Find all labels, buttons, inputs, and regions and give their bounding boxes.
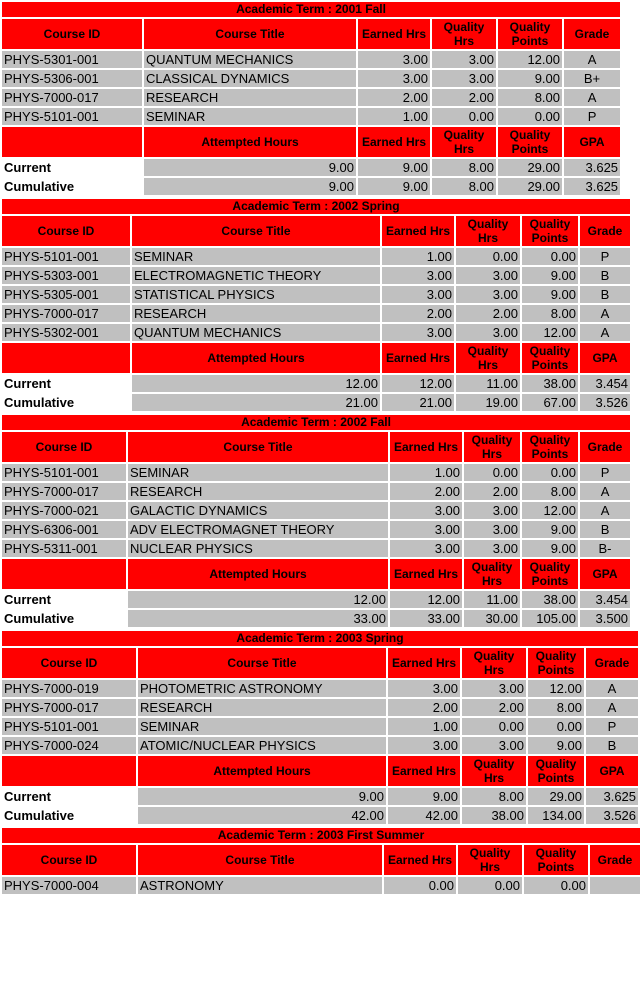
grade: A (586, 699, 638, 716)
cumulative-row (2, 394, 630, 411)
course-id: PHYS-5101-001 (2, 464, 126, 481)
term-title-row (2, 631, 638, 646)
cumulative-row (2, 178, 620, 195)
header-course-title: Course Title (132, 216, 380, 246)
earned-hrs: 9.00 (388, 788, 460, 805)
course-row (2, 267, 630, 284)
course-header-row (2, 845, 640, 875)
earned-hrs: 3.00 (390, 521, 462, 538)
quality-hrs: 3.00 (432, 70, 496, 87)
quality-hrs: 3.00 (464, 502, 520, 519)
quality-points: 67.00 (522, 394, 578, 411)
term-title-row (2, 199, 630, 214)
header-earned-hrs: Earned Hrs (358, 127, 430, 157)
course-id: PHYS-7000-024 (2, 737, 136, 754)
header-quality-hrs: Quality Hrs (464, 559, 520, 589)
term-title: Academic Term : 2002 Spring (2, 199, 630, 214)
course-title: RESEARCH (132, 305, 380, 322)
current-label: Current (2, 375, 130, 392)
header-course-id: Course ID (2, 432, 126, 462)
earned-hrs: 1.00 (390, 464, 462, 481)
quality-hrs: 0.00 (456, 248, 520, 265)
quality-points: 12.00 (498, 51, 562, 68)
course-row (2, 89, 620, 106)
grade: A (580, 305, 630, 322)
header-gpa: GPA (580, 343, 630, 373)
earned-hrs: 3.00 (382, 286, 454, 303)
course-row (2, 718, 638, 735)
quality-points: 9.00 (522, 521, 578, 538)
term-title: Academic Term : 2002 Fall (2, 415, 630, 430)
quality-hrs: 3.00 (464, 540, 520, 557)
header-quality-points: Quality Points (522, 216, 578, 246)
summary-header-row (2, 756, 638, 786)
quality-hrs: 30.00 (464, 610, 520, 627)
header-grade: Grade (586, 648, 638, 678)
quality-points: 0.00 (528, 718, 584, 735)
quality-points: 105.00 (522, 610, 578, 627)
quality-points: 9.00 (498, 70, 562, 87)
earned-hrs: 3.00 (390, 502, 462, 519)
course-row (2, 737, 638, 754)
quality-points: 38.00 (522, 591, 578, 608)
header-earned-hrs: Earned Hrs (384, 845, 456, 875)
term-title: Academic Term : 2003 Spring (2, 631, 638, 646)
quality-points: 12.00 (522, 502, 578, 519)
gpa: 3.526 (586, 807, 638, 824)
course-title: SEMINAR (132, 248, 380, 265)
quality-hrs: 2.00 (456, 305, 520, 322)
course-id: PHYS-7000-017 (2, 483, 126, 500)
earned-hrs: 33.00 (390, 610, 462, 627)
grade: P (580, 464, 630, 481)
quality-hrs: 3.00 (464, 521, 520, 538)
header-gpa: GPA (586, 756, 638, 786)
course-title: RESEARCH (138, 699, 386, 716)
earned-hrs: 3.00 (382, 324, 454, 341)
attempted-hours: 42.00 (138, 807, 386, 824)
header-attempted-hours: Attempted Hours (132, 343, 380, 373)
grade: P (564, 108, 620, 125)
header-quality-points: Quality Points (498, 127, 562, 157)
summary-header-blank (2, 756, 136, 786)
course-id: PHYS-5311-001 (2, 540, 126, 557)
course-id: PHYS-7000-004 (2, 877, 136, 894)
course-row (2, 70, 620, 87)
course-id: PHYS-5303-001 (2, 267, 130, 284)
header-course-title: Course Title (144, 19, 356, 49)
course-id: PHYS-5305-001 (2, 286, 130, 303)
grade: A (580, 502, 630, 519)
course-title: ELECTROMAGNETIC THEORY (132, 267, 380, 284)
grade: A (564, 51, 620, 68)
header-course-title: Course Title (138, 648, 386, 678)
quality-hrs: 11.00 (456, 375, 520, 392)
quality-hrs: 3.00 (462, 680, 526, 697)
earned-hrs: 42.00 (388, 807, 460, 824)
header-course-id: Course ID (2, 216, 130, 246)
header-course-title: Course Title (128, 432, 388, 462)
term-table (0, 197, 632, 413)
quality-hrs: 38.00 (462, 807, 526, 824)
term-title-row (2, 2, 620, 17)
earned-hrs: 3.00 (388, 737, 460, 754)
earned-hrs: 12.00 (390, 591, 462, 608)
header-course-id: Course ID (2, 648, 136, 678)
course-id: PHYS-7000-017 (2, 305, 130, 322)
cumulative-label: Cumulative (2, 178, 142, 195)
course-row (2, 680, 638, 697)
header-quality-points: Quality Points (524, 845, 588, 875)
header-quality-hrs: Quality Hrs (456, 343, 520, 373)
summary-header-blank (2, 127, 142, 157)
earned-hrs: 12.00 (382, 375, 454, 392)
quality-points: 8.00 (528, 699, 584, 716)
header-quality-hrs: Quality Hrs (462, 648, 526, 678)
header-attempted-hours: Attempted Hours (138, 756, 386, 786)
header-grade: Grade (564, 19, 620, 49)
course-row (2, 305, 630, 322)
course-row (2, 108, 620, 125)
course-id: PHYS-7000-019 (2, 680, 136, 697)
course-title: RESEARCH (144, 89, 356, 106)
quality-hrs: 0.00 (432, 108, 496, 125)
header-gpa: GPA (580, 559, 630, 589)
course-row (2, 502, 630, 519)
gpa: 3.526 (580, 394, 630, 411)
course-row (2, 248, 630, 265)
course-id: PHYS-6306-001 (2, 521, 126, 538)
attempted-hours: 9.00 (144, 159, 356, 176)
quality-points: 12.00 (522, 324, 578, 341)
grade: P (586, 718, 638, 735)
course-row (2, 286, 630, 303)
grade: B (586, 737, 638, 754)
header-course-id: Course ID (2, 845, 136, 875)
course-row (2, 464, 630, 481)
course-id: PHYS-5306-001 (2, 70, 142, 87)
earned-hrs: 21.00 (382, 394, 454, 411)
header-earned-hrs: Earned Hrs (358, 19, 430, 49)
quality-points: 9.00 (522, 267, 578, 284)
attempted-hours: 9.00 (144, 178, 356, 195)
grade: P (580, 248, 630, 265)
header-course-id: Course ID (2, 19, 142, 49)
course-id: PHYS-7000-017 (2, 699, 136, 716)
quality-points: 0.00 (522, 248, 578, 265)
header-quality-points: Quality Points (498, 19, 562, 49)
quality-hrs: 11.00 (464, 591, 520, 608)
course-row (2, 877, 640, 894)
quality-points: 8.00 (522, 483, 578, 500)
earned-hrs: 3.00 (390, 540, 462, 557)
earned-hrs: 3.00 (388, 680, 460, 697)
course-id: PHYS-5101-001 (2, 248, 130, 265)
course-title: SEMINAR (128, 464, 388, 481)
header-quality-points: Quality Points (528, 756, 584, 786)
summary-header-row (2, 127, 620, 157)
header-quality-hrs: Quality Hrs (462, 756, 526, 786)
quality-points: 29.00 (528, 788, 584, 805)
gpa: 3.625 (586, 788, 638, 805)
gpa: 3.454 (580, 591, 630, 608)
header-attempted-hours: Attempted Hours (128, 559, 388, 589)
quality-hrs: 8.00 (432, 178, 496, 195)
cumulative-row (2, 610, 630, 627)
header-quality-points: Quality Points (522, 343, 578, 373)
gpa: 3.625 (564, 178, 620, 195)
grade (590, 877, 640, 894)
earned-hrs: 1.00 (358, 108, 430, 125)
quality-points: 0.00 (522, 464, 578, 481)
current-row (2, 159, 620, 176)
course-header-row (2, 432, 630, 462)
grade: B (580, 267, 630, 284)
quality-hrs: 3.00 (456, 324, 520, 341)
current-row (2, 375, 630, 392)
header-quality-hrs: Quality Hrs (432, 19, 496, 49)
course-title: CLASSICAL DYNAMICS (144, 70, 356, 87)
course-id: PHYS-5101-001 (2, 108, 142, 125)
grade: B+ (564, 70, 620, 87)
quality-points: 9.00 (522, 540, 578, 557)
course-row (2, 699, 638, 716)
quality-hrs: 0.00 (462, 718, 526, 735)
term-title: Academic Term : 2003 First Summer (2, 828, 640, 843)
earned-hrs: 0.00 (384, 877, 456, 894)
cumulative-label: Cumulative (2, 394, 130, 411)
course-id: PHYS-5101-001 (2, 718, 136, 735)
course-row (2, 483, 630, 500)
grade: B- (580, 540, 630, 557)
header-quality-points: Quality Points (522, 432, 578, 462)
quality-hrs: 8.00 (462, 788, 526, 805)
course-id: PHYS-7000-017 (2, 89, 142, 106)
current-label: Current (2, 159, 142, 176)
quality-hrs: 2.00 (464, 483, 520, 500)
course-row (2, 521, 630, 538)
header-quality-hrs: Quality Hrs (456, 216, 520, 246)
grade: A (586, 680, 638, 697)
header-earned-hrs: Earned Hrs (382, 343, 454, 373)
earned-hrs: 2.00 (388, 699, 460, 716)
course-title: QUANTUM MECHANICS (144, 51, 356, 68)
summary-header-blank (2, 343, 130, 373)
quality-hrs: 2.00 (462, 699, 526, 716)
course-title: GALACTIC DYNAMICS (128, 502, 388, 519)
current-label: Current (2, 591, 126, 608)
grade: A (580, 324, 630, 341)
header-earned-hrs: Earned Hrs (390, 559, 462, 589)
quality-hrs: 0.00 (464, 464, 520, 481)
course-row (2, 51, 620, 68)
quality-points: 29.00 (498, 159, 562, 176)
course-title: RESEARCH (128, 483, 388, 500)
course-header-row (2, 216, 630, 246)
quality-hrs: 3.00 (456, 267, 520, 284)
course-id: PHYS-5302-001 (2, 324, 130, 341)
term-table (0, 0, 622, 197)
course-id: PHYS-5301-001 (2, 51, 142, 68)
course-title: STATISTICAL PHYSICS (132, 286, 380, 303)
header-course-title: Course Title (138, 845, 382, 875)
course-title: QUANTUM MECHANICS (132, 324, 380, 341)
quality-hrs: 19.00 (456, 394, 520, 411)
course-header-row (2, 648, 638, 678)
earned-hrs: 2.00 (358, 89, 430, 106)
course-title: SEMINAR (144, 108, 356, 125)
term-table (0, 629, 640, 826)
cumulative-label: Cumulative (2, 807, 136, 824)
cumulative-row (2, 807, 638, 824)
earned-hrs: 3.00 (382, 267, 454, 284)
quality-points: 134.00 (528, 807, 584, 824)
header-earned-hrs: Earned Hrs (388, 756, 460, 786)
quality-hrs: 2.00 (432, 89, 496, 106)
summary-header-row (2, 343, 630, 373)
attempted-hours: 12.00 (132, 375, 380, 392)
attempted-hours: 21.00 (132, 394, 380, 411)
gpa: 3.454 (580, 375, 630, 392)
earned-hrs: 3.00 (358, 51, 430, 68)
header-grade: Grade (590, 845, 640, 875)
summary-header-row (2, 559, 630, 589)
course-id: PHYS-7000-021 (2, 502, 126, 519)
course-title: ATOMIC/NUCLEAR PHYSICS (138, 737, 386, 754)
current-row (2, 591, 630, 608)
header-quality-hrs: Quality Hrs (464, 432, 520, 462)
summary-header-blank (2, 559, 126, 589)
course-title: ASTRONOMY (138, 877, 382, 894)
term-title-row (2, 415, 630, 430)
quality-points: 8.00 (498, 89, 562, 106)
earned-hrs: 9.00 (358, 159, 430, 176)
quality-hrs: 3.00 (462, 737, 526, 754)
earned-hrs: 2.00 (382, 305, 454, 322)
term-title-row (2, 828, 640, 843)
header-earned-hrs: Earned Hrs (382, 216, 454, 246)
cumulative-label: Cumulative (2, 610, 126, 627)
header-grade: Grade (580, 432, 630, 462)
header-quality-hrs: Quality Hrs (458, 845, 522, 875)
quality-points: 29.00 (498, 178, 562, 195)
header-earned-hrs: Earned Hrs (390, 432, 462, 462)
quality-hrs: 3.00 (432, 51, 496, 68)
quality-points: 12.00 (528, 680, 584, 697)
header-gpa: GPA (564, 127, 620, 157)
course-row (2, 540, 630, 557)
term-title: Academic Term : 2001 Fall (2, 2, 620, 17)
grade: A (580, 483, 630, 500)
quality-hrs: 3.00 (456, 286, 520, 303)
header-quality-hrs: Quality Hrs (432, 127, 496, 157)
course-title: SEMINAR (138, 718, 386, 735)
current-label: Current (2, 788, 136, 805)
course-row (2, 324, 630, 341)
grade: B (580, 521, 630, 538)
course-title: ADV ELECTROMAGNET THEORY (128, 521, 388, 538)
quality-points: 9.00 (528, 737, 584, 754)
gpa: 3.500 (580, 610, 630, 627)
header-quality-points: Quality Points (528, 648, 584, 678)
course-title: NUCLEAR PHYSICS (128, 540, 388, 557)
course-header-row (2, 19, 620, 49)
term-table (0, 826, 642, 896)
earned-hrs: 2.00 (390, 483, 462, 500)
earned-hrs: 1.00 (388, 718, 460, 735)
term-table (0, 413, 632, 629)
header-quality-points: Quality Points (522, 559, 578, 589)
header-attempted-hours: Attempted Hours (144, 127, 356, 157)
current-row (2, 788, 638, 805)
gpa: 3.625 (564, 159, 620, 176)
earned-hrs: 3.00 (358, 70, 430, 87)
course-title: PHOTOMETRIC ASTRONOMY (138, 680, 386, 697)
quality-hrs: 0.00 (458, 877, 522, 894)
attempted-hours: 33.00 (128, 610, 388, 627)
earned-hrs: 9.00 (358, 178, 430, 195)
grade: A (564, 89, 620, 106)
quality-points: 8.00 (522, 305, 578, 322)
attempted-hours: 12.00 (128, 591, 388, 608)
header-earned-hrs: Earned Hrs (388, 648, 460, 678)
quality-points: 0.00 (498, 108, 562, 125)
earned-hrs: 1.00 (382, 248, 454, 265)
attempted-hours: 9.00 (138, 788, 386, 805)
quality-points: 38.00 (522, 375, 578, 392)
quality-points: 9.00 (522, 286, 578, 303)
quality-points: 0.00 (524, 877, 588, 894)
grade: B (580, 286, 630, 303)
header-grade: Grade (580, 216, 630, 246)
quality-hrs: 8.00 (432, 159, 496, 176)
